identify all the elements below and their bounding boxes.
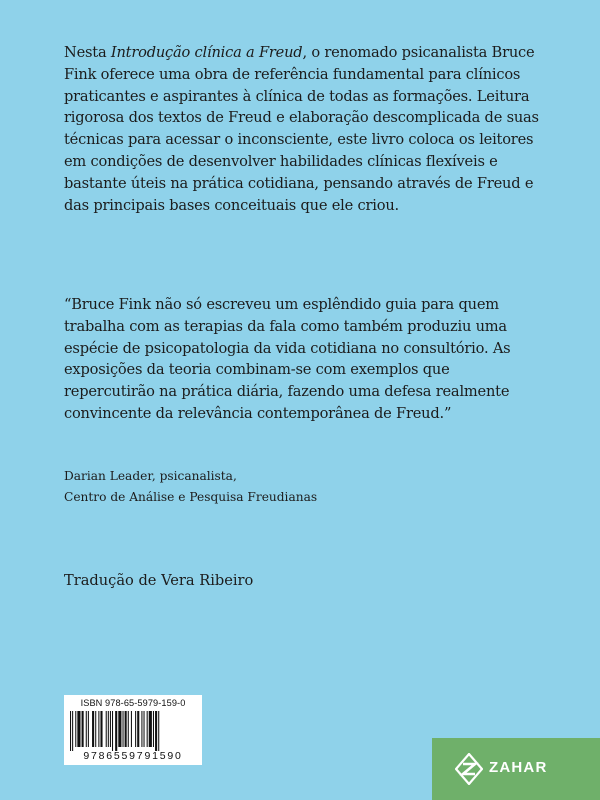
isbn-barcode [64, 695, 202, 765]
barcode-bar [115, 711, 117, 751]
barcode-bar [86, 711, 87, 747]
barcode-bar [141, 711, 142, 747]
barcode-bar [98, 711, 99, 747]
publisher-badge [432, 738, 600, 800]
quote-affiliation: Centro de Análise e Pesquisa Freudianas [64, 490, 318, 504]
barcode-bars [68, 711, 198, 751]
barcode-bar [77, 711, 80, 747]
translation-credit: Tradução de Vera Ribeiro [64, 572, 254, 589]
barcode-bar [72, 711, 73, 751]
quote-attribution [64, 466, 544, 508]
blurb-text: , o renomado psicanalista Bruce Fink oferece uma obra de referência fundamental para clínicos praticantes e aspirantes à clínica de todas as formações. Leitura rigorosa dos textos de Freud e elaboração descomplicada de suas técnicas para acessar o inconsciente, este livro coloca os leitores em condições de desenvolver habilidades clínicas flexíveis e bastante úteis na prática cotidiana, pensando através de Freud e das principais bases conceituais que ele criou. [64, 44, 539, 214]
barcode-bar [100, 711, 102, 747]
barcode-bar [88, 711, 89, 747]
barcode-bar [147, 711, 148, 747]
barcode-bar [118, 711, 121, 747]
barcode-bar [75, 711, 76, 747]
barcode-bar [128, 711, 129, 747]
barcode-bar [153, 711, 154, 747]
endorsement-quote: “Bruce Fink não só escreveu um esplêndido guia para quem trabalha com as terapias da fala como também produziu uma espécie de psicopatologia da vida cotidiana no consultório. As exposições da teoria combinam-se com exemplos que repercutirão na prática diária, fazendo uma defesa realmente convincente da relevância contemporânea de Freud.” [64, 296, 511, 422]
barcode-bar [112, 711, 113, 751]
blurb-intro: Nesta [64, 44, 111, 61]
barcode-bar [135, 711, 136, 747]
barcode-bar [158, 711, 159, 751]
book-title-italic: Introdução clínica a Freud [110, 44, 303, 61]
barcode-bar [108, 711, 109, 747]
barcode-bar [155, 711, 157, 751]
barcode-bar [82, 711, 84, 747]
barcode-bar [137, 711, 139, 747]
publisher-name: ZAHAR [489, 759, 548, 776]
barcode-bar [123, 711, 124, 747]
barcode-bar [149, 711, 152, 747]
barcode-bar [106, 711, 107, 747]
barcode-bar [144, 711, 145, 747]
zahar-logo-icon [455, 753, 483, 785]
barcode-bar [125, 711, 127, 747]
quote-author: Darian Leader, psicanalista, [64, 469, 237, 483]
back-cover-blurb [64, 42, 544, 216]
barcode-bar [70, 711, 71, 751]
barcode-bar [131, 711, 132, 747]
barcode-bar [110, 711, 111, 747]
barcode-bar [95, 711, 96, 747]
isbn-label: ISBN 978-65-5979-159-0 [80, 698, 186, 708]
barcode-number: 9786559791590 [83, 750, 183, 762]
barcode-bar [92, 711, 94, 747]
